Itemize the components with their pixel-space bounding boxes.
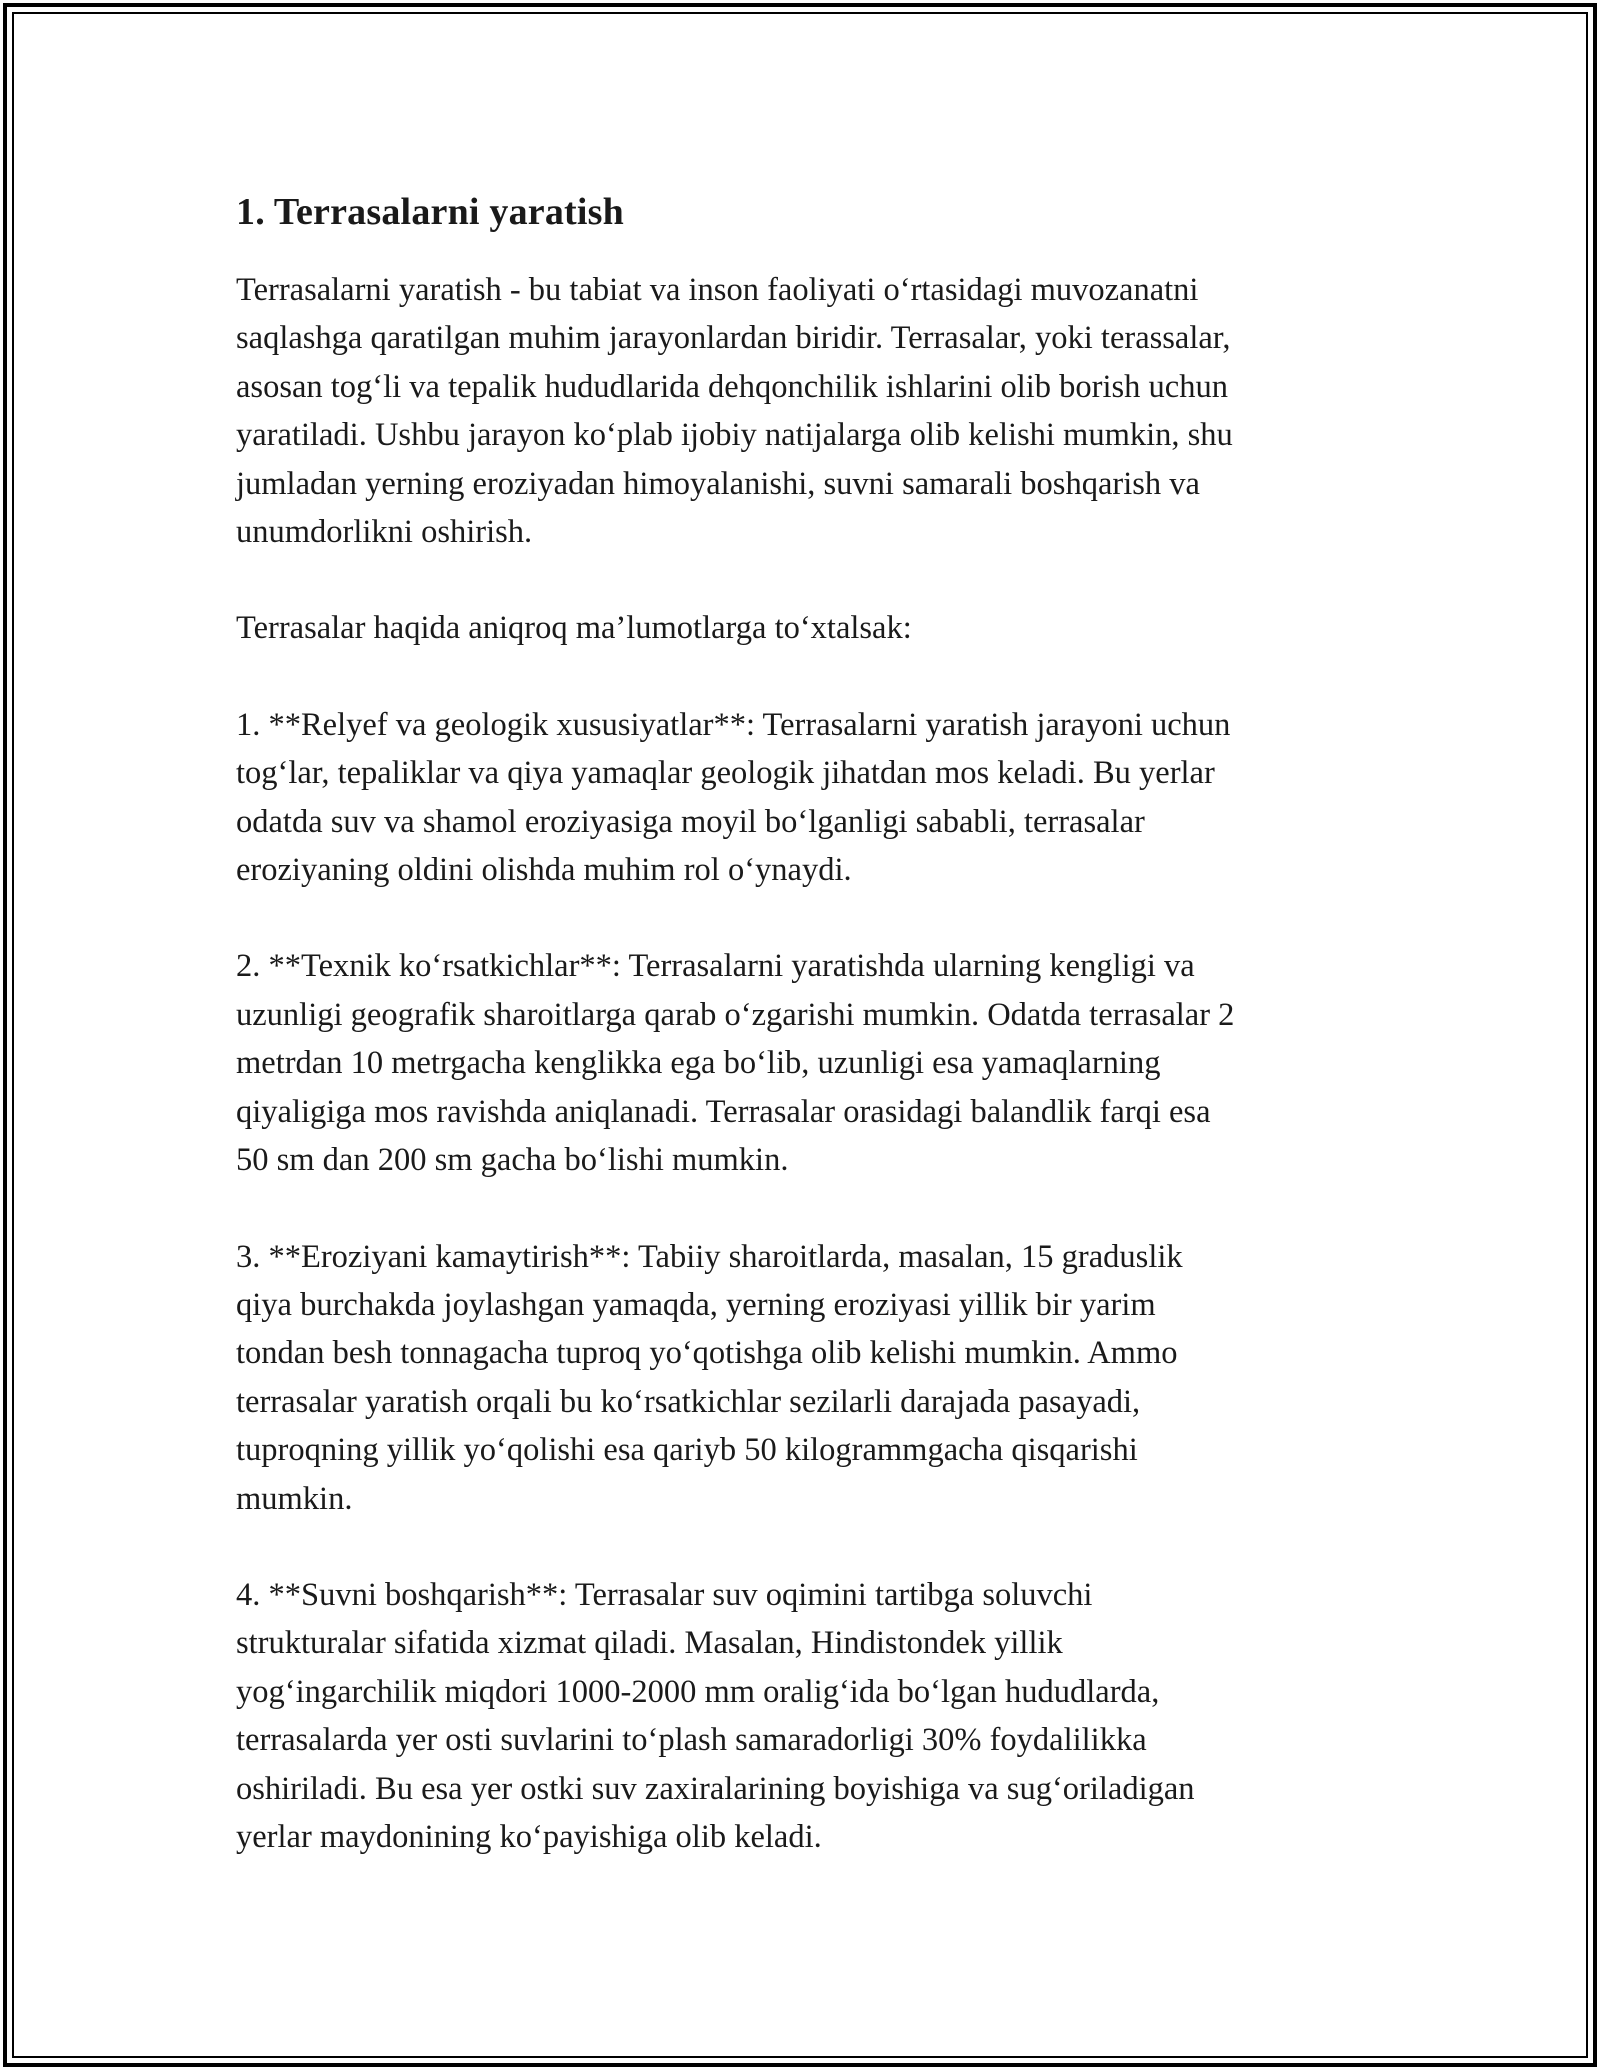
text-line: 2. **Texnik ko‘rsatkichlar**: Terrasalarni yaratishda ularning kengligi va [236, 948, 1195, 985]
intro-paragraph [236, 266, 1376, 556]
text-line: Terrasalar haqida aniqroq ma’lumotlarga to‘xtalsak: [236, 610, 912, 647]
document-title: 1. Terrasalarni yaratish [236, 191, 624, 233]
list-item-water-management [236, 1571, 1376, 1861]
text-line: terrasalarda yer osti suvlarini to‘plash samaradorligi 30% foydalilikka [236, 1722, 1147, 1759]
text-line: uzunligi geografik sharoitlarga qarab o‘zgarishi mumkin. Odatda terrasalar 2 [236, 996, 1235, 1033]
list-item-erosion-reduction [236, 1233, 1376, 1523]
text-line: oshiriladi. Bu esa yer ostki suv zaxiralarining boyishiga va sug‘oriladigan [236, 1770, 1195, 1807]
text-line: Terrasalarni yaratish - bu tabiat va inson faoliyati o‘rtasidagi muvozanatni [236, 272, 1199, 308]
list-item-technical-indicators [236, 942, 1376, 1184]
text-line: odatda suv va shamol eroziyasiga moyil bo‘lganligi sababli, terrasalar [236, 803, 1145, 840]
lead-in-paragraph [236, 604, 1376, 652]
text-line: strukturalar sifatida xizmat qiladi. Masalan, Hindistondek yillik [236, 1625, 1063, 1662]
text-line: tondan besh tonnagacha tuproq yo‘qotishga olib kelishi mumkin. Ammo [236, 1335, 1178, 1372]
text-line: unumdorlikni oshirish. [236, 514, 533, 551]
text-line: mumkin. [236, 1480, 353, 1517]
text-line: qiya burchakda joylashgan yamaqda, yerning eroziyasi yillik bir yarim [236, 1286, 1156, 1323]
text-line: 4. **Suvni boshqarish**: Terrasalar suv oqimini tartibga soluvchi [236, 1576, 1093, 1613]
text-line: tuproqning yillik yo‘qolishi esa qariyb 50 kilogrammgacha qisqarishi [236, 1432, 1138, 1469]
text-line: saqlashga qaratilgan muhim jarayonlardan biridir. Terrasalar, yoki terassalar, [236, 320, 1231, 357]
text-line: qiyaligiga mos ravishda aniqlanadi. Terrasalar orasidagi balandlik farqi esa [236, 1093, 1211, 1130]
document-body [236, 186, 1376, 1909]
text-line: terrasalar yaratish orqali bu ko‘rsatkichlar sezilarli darajada pasayadi, [236, 1383, 1141, 1420]
text-line: 50 sm dan 200 sm gacha bo‘lishi mumkin. [236, 1142, 789, 1179]
text-line: 3. **Eroziyani kamaytirish**: Tabiiy sharoitlarda, masalan, 15 graduslik [236, 1238, 1183, 1275]
list-item-relief-geology [236, 701, 1376, 895]
text-line: asosan tog‘li va tepalik hududlarida dehqonchilik ishlarini olib borish uchun [236, 368, 1228, 405]
text-line: yog‘ingarchilik miqdori 1000-2000 mm oralig‘ida bo‘lgan hududlarda, [236, 1673, 1160, 1710]
text-line: yerlar maydonining ko‘payishiga olib keladi. [236, 1818, 822, 1855]
text-line: tog‘lar, tepaliklar va qiya yamaqlar geologik jihatdan mos keladi. Bu yerlar [236, 755, 1215, 792]
text-line: metrdan 10 metrgacha kenglikka ega bo‘lib, uzunligi esa yamaqlarning [236, 1045, 1161, 1082]
text-line: jumladan yerning eroziyadan himoyalanishi, suvni samarali boshqarish va [236, 465, 1200, 502]
text-line: 1. **Relyef va geologik xususiyatlar**: Terrasalarni yaratish jarayoni uchun [236, 706, 1231, 743]
text-line: eroziyaning oldini olishda muhim rol o‘ynaydi. [236, 852, 852, 889]
text-line: yaratiladi. Ushbu jarayon ko‘plab ijobiy natijalarga olib kelishi mumkin, shu [236, 417, 1233, 454]
